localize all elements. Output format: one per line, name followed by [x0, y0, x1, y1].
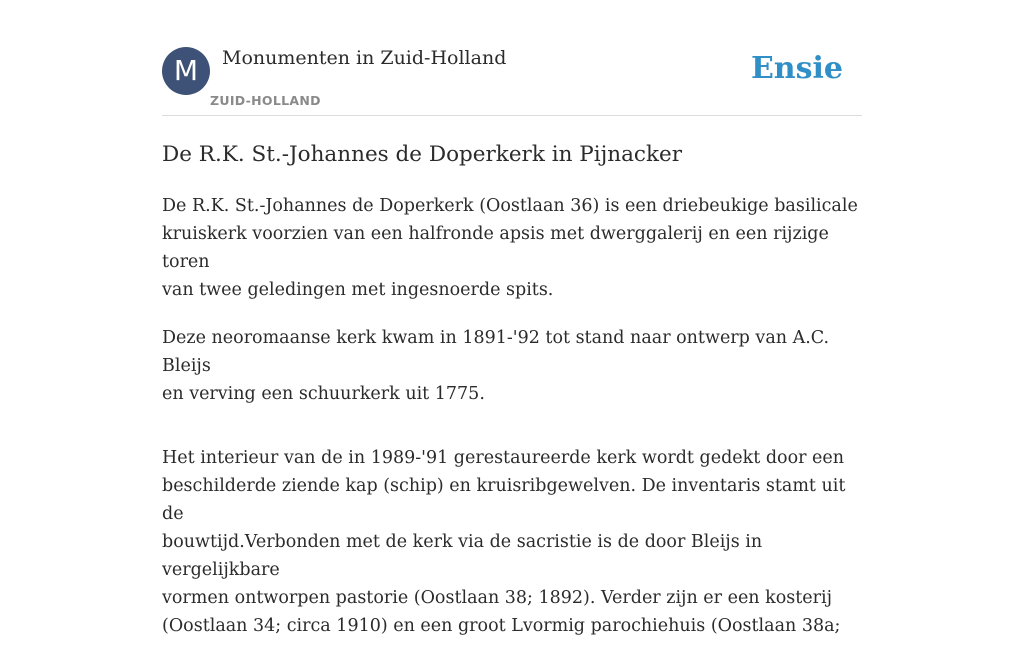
page-content: [162, 0, 862, 636]
article-paragraph: De R.K. St.-Johannes de Doperkerk (Oostlaan 36) is een driebeukige basilicale kruiskerk voorzien van een halfronde apsis met dwerggalerij en een rijzige toren van twee geledingen met ingesnoerde spits.: [162, 196, 858, 300]
article-paragraph: Deze neoromaanse kerk kwam in 1891-'92 tot stand naar ontwerp van A.C. Bleijs en verving een schuurkerk uit 1775.: [162, 328, 830, 404]
article-body: [162, 192, 862, 660]
group-header: [162, 0, 862, 116]
ensie-logo[interactable]: Ensie: [750, 51, 843, 86]
group-title-link[interactable]: Monumenten in Zuid-Holland: [222, 47, 507, 69]
article-paragraph: Het interieur van de in 1989-'91 gerestaureerde kerk wordt gedekt door een beschilderde ziende kap (schip) en kruisribgewelven. De inventaris stamt uit de bouwtijd.Verbonden met de kerk via de sacristie is de door Bleijs in vergelijkbare vormen ontworpen pastorie (Oostlaan 38; 1892). Verder zijn er een kosterij (Oostlaan 34; circa 1910) en een groot Lvormig parochiehuis (Oostlaan 38a;: [162, 448, 846, 636]
group-avatar[interactable]: M: [162, 47, 210, 95]
article-title: De R.K. St.-Johannes de Doperkerk in Pijnacker: [162, 142, 682, 167]
group-tag-link[interactable]: ZUID-HOLLAND: [210, 93, 321, 108]
